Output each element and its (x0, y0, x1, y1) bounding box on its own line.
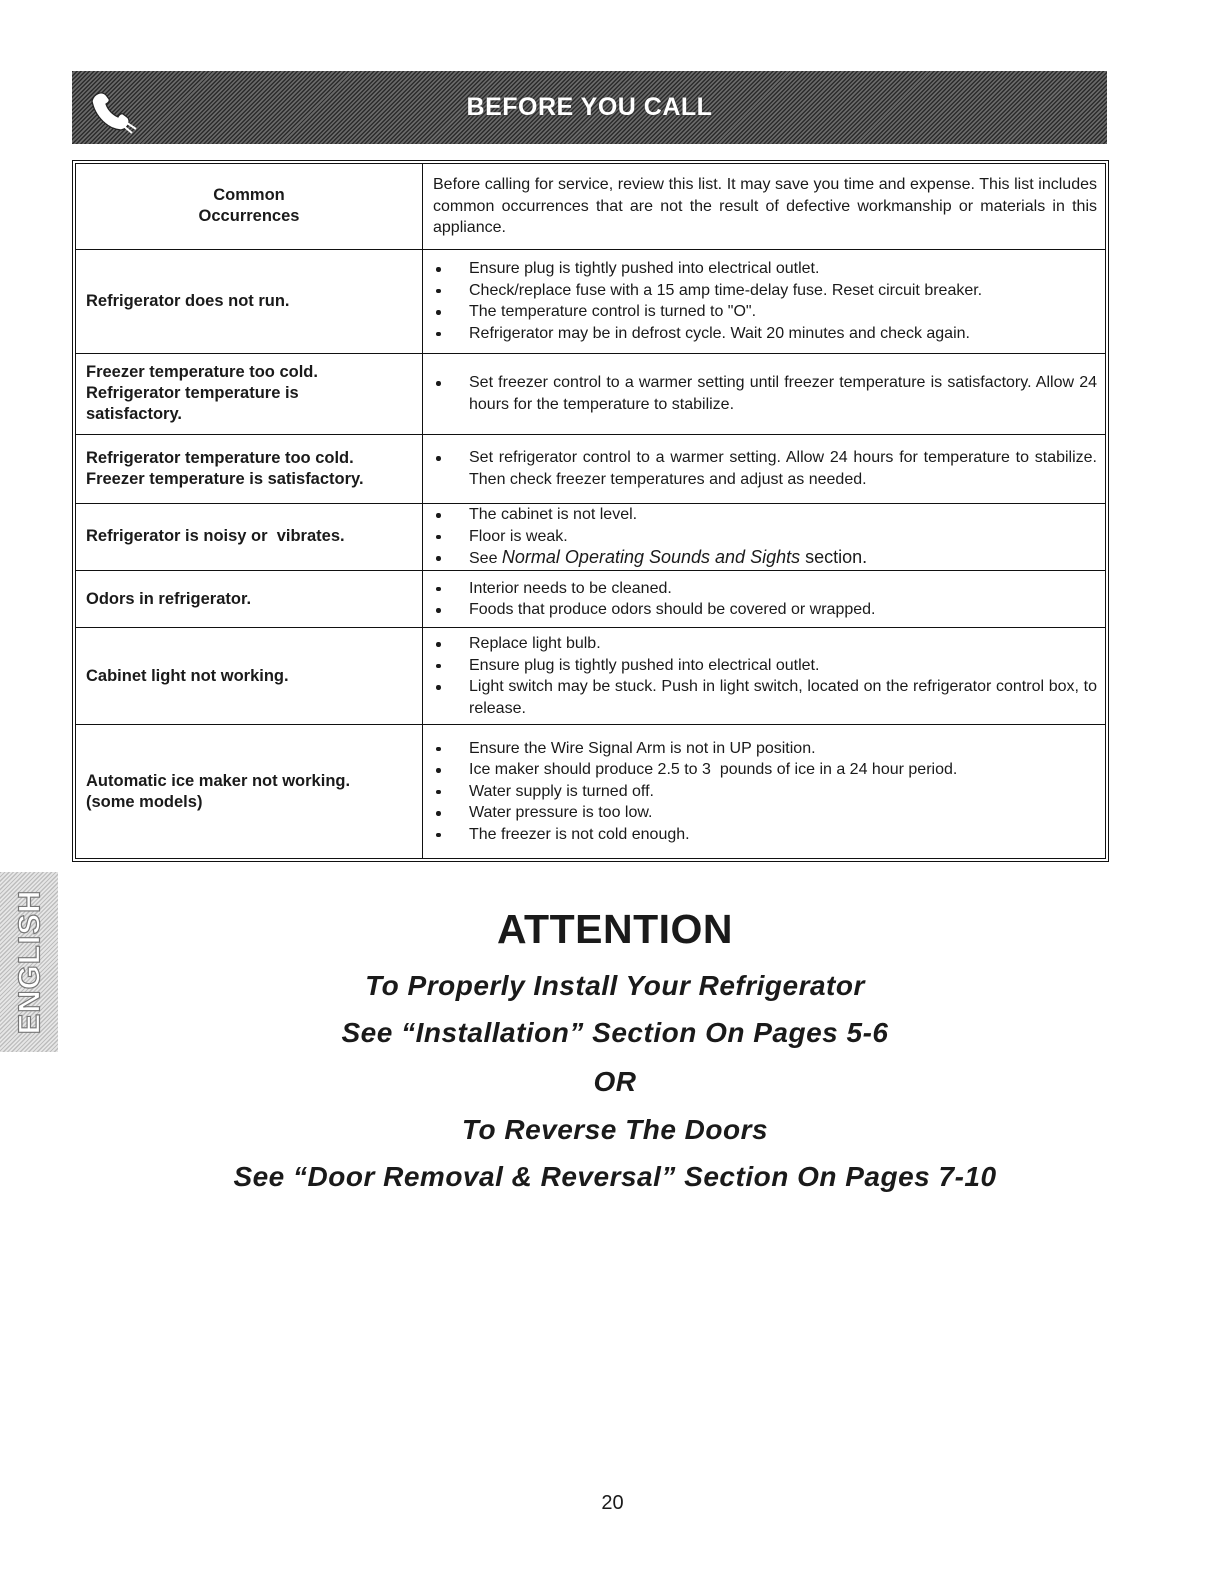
solution-item: Floor is weak. (433, 526, 1097, 548)
table-row (76, 724, 1105, 858)
phone-handset-icon (84, 79, 142, 137)
header-banner (72, 71, 1107, 144)
problem-text: Odors in refrigerator. (86, 589, 252, 608)
problem-text: Refrigerator temperature is (86, 384, 299, 403)
solution-item: Water pressure is too low. (433, 802, 1097, 824)
problem-text: Refrigerator temperature too cold. (86, 448, 354, 467)
solution-item: The freezer is not cold enough. (433, 824, 1097, 846)
problem-text: Freezer temperature too cold. (86, 363, 318, 382)
solution-item: Ensure the Wire Signal Arm is not in UP position. (433, 738, 1097, 760)
solution-item: Light switch may be stuck. Push in light switch, located on the refrigerator control box, to release. (433, 676, 1097, 719)
table-row (76, 434, 1105, 503)
see-prefix: See (469, 550, 502, 568)
solution-list (433, 504, 1097, 570)
solution-cell (423, 725, 1105, 858)
solution-item: Foods that produce odors should be covered or wrapped. (433, 599, 1097, 621)
attention-line: To Reverse The Doors (461, 1114, 769, 1145)
attention-line: See “Door Removal & Reversal” Section On Pages 7-10 (233, 1161, 997, 1192)
problem-text: Automatic ice maker not working. (86, 771, 351, 790)
attention-line: OR (593, 1066, 637, 1097)
solution-item: Ensure plug is tightly pushed into electrical outlet. (433, 655, 1097, 677)
solution-item: Ensure plug is tightly pushed into electrical outlet. (433, 258, 1097, 280)
table-row (76, 627, 1105, 724)
problem-cell (76, 628, 423, 724)
solution-item (433, 547, 1097, 570)
see-section-name: Normal Operating Sounds and Sights (501, 547, 801, 568)
attention-title: ATTENTION (496, 906, 734, 952)
problem-text: Freezer temperature is satisfactory. (86, 469, 364, 488)
solution-list (433, 633, 1102, 719)
solution-list (433, 372, 1102, 415)
solution-cell (423, 628, 1105, 724)
solution-item: Interior needs to be cleaned. (433, 578, 1097, 600)
table-row (76, 570, 1105, 627)
table-row (76, 249, 1105, 353)
solution-item: Set refrigerator control to a warmer setting. Allow 24 hours for temperature to stabilize. Then check freezer temperatures and adjust as needed. (433, 447, 1097, 490)
table-row (76, 353, 1105, 434)
problem-text: (some models) (86, 792, 203, 811)
solution-cell (423, 435, 1105, 503)
table-row (76, 503, 1105, 571)
intro-text: Before calling for service, review this list. It may save you time and expense. This list includes common occurrences that are not the result of defective workmanship or materials in this appliance. (433, 176, 1097, 237)
solution-cell (423, 504, 1105, 571)
problem-text: Refrigerator does not run. (86, 291, 290, 310)
problem-text: Cabinet light not working. (86, 666, 289, 685)
solution-item: Refrigerator may be in defrost cycle. Wait 20 minutes and check again. (433, 323, 1097, 345)
solution-item: The cabinet is not level. (433, 504, 1097, 526)
solution-item: Set freezer control to a warmer setting until freezer temperature is satisfactory. Allow 24 hours for the temperature to stabilize. (433, 372, 1097, 415)
solution-list (433, 578, 1097, 621)
solution-cell (423, 250, 1105, 353)
problem-cell (76, 435, 423, 503)
header-right-cell (423, 164, 1105, 249)
problem-text: Refrigerator is noisy or vibrates. (86, 527, 345, 546)
page-number: 20 (601, 1492, 624, 1514)
attention-line: To Properly Install Your Refrigerator (365, 970, 865, 1001)
solution-item: Check/replace fuse with a 15 amp time-delay fuse. Reset circuit breaker. (433, 280, 1097, 302)
solution-cell (423, 354, 1105, 434)
table-header-row (76, 164, 1105, 249)
header-left-line: Occurrences (198, 207, 300, 226)
see-suffix: section. (800, 547, 868, 568)
problem-cell (76, 725, 423, 858)
solution-item: Water supply is turned off. (433, 781, 1097, 803)
solution-cell (423, 571, 1105, 627)
section-title: BEFORE YOU CALL (466, 93, 713, 121)
solution-list (433, 447, 1102, 490)
problem-cell (76, 354, 423, 434)
solution-list (433, 258, 1097, 344)
problem-cell (76, 250, 423, 353)
problem-text: satisfactory. (86, 405, 182, 424)
solution-item: Ice maker should produce 2.5 to 3 pounds of ice in a 24 hour period. (433, 759, 1097, 781)
header-left-cell (76, 164, 423, 249)
troubleshooting-table (72, 160, 1109, 862)
problem-cell (76, 504, 423, 571)
solution-item: The temperature control is turned to "O". (433, 301, 1097, 323)
language-tab-label: ENGLISH (11, 889, 47, 1035)
attention-line: See “Installation” Section On Pages 5-6 (341, 1017, 889, 1048)
header-left-line: Common (213, 186, 285, 205)
solution-item: Replace light bulb. (433, 633, 1097, 655)
language-tab (0, 872, 58, 1052)
solution-list (433, 738, 1097, 846)
problem-cell (76, 571, 423, 627)
